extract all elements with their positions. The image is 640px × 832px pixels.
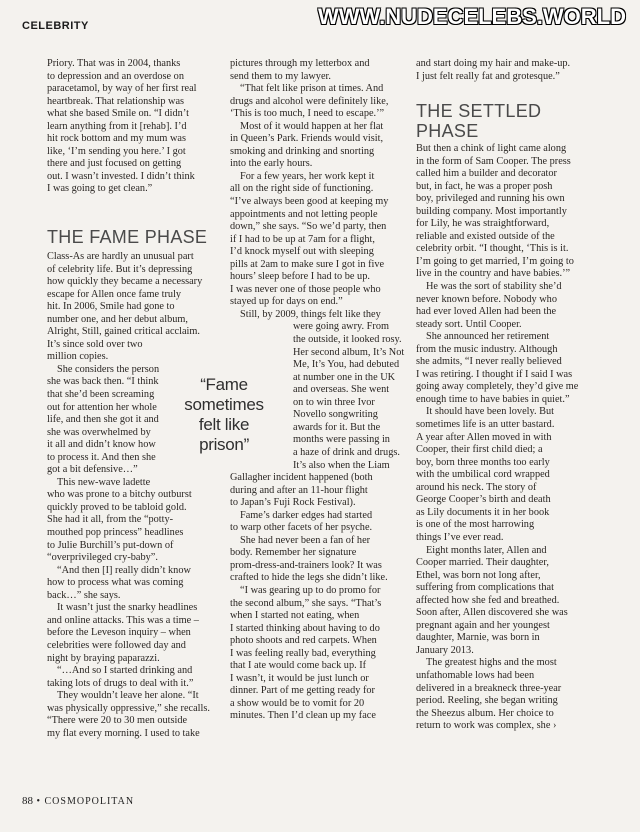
text-line: but, in fact, he was a proper posh xyxy=(416,180,553,192)
paragraph xyxy=(416,143,591,281)
text-line: as Lily documents it in her book xyxy=(416,506,550,518)
text-line: heartbreak. That relationship was xyxy=(47,95,185,107)
text-line: life, and then she got it and xyxy=(47,414,159,426)
text-line: there and just focused on getting xyxy=(47,158,182,170)
paragraph xyxy=(230,171,405,309)
text-line: delivered in a breakneck three-year xyxy=(416,682,562,694)
subheading-settled-phase xyxy=(416,101,586,141)
text-line: pills at 2am to make sure I got in five xyxy=(230,258,385,270)
text-line: awards for it. But the xyxy=(293,421,381,433)
text-line: boy, born three months too early xyxy=(416,456,550,468)
text-line: back…” she says. xyxy=(47,589,121,601)
article-column-3 xyxy=(416,58,586,83)
text-line: steady sort. Until Cooper. xyxy=(416,318,522,330)
paragraph xyxy=(416,545,591,658)
footer-separator: • xyxy=(36,796,42,807)
article-column-1-lower xyxy=(47,251,222,740)
text-line: “I was gearing up to do promo for xyxy=(240,584,381,596)
paragraph xyxy=(47,665,222,690)
text-line: I’m going to get married, I’m going to xyxy=(416,255,574,267)
text-line: I wasn’t, it would be just lunch or xyxy=(230,672,369,684)
paragraph xyxy=(47,251,222,364)
text-line: hours’ sleep before I had to be up. xyxy=(230,271,370,283)
text-line: body. Remember her signature xyxy=(230,547,357,559)
text-line: out. I wasn’t invested. I didn’t think xyxy=(47,170,195,182)
text-line: Alright, Still, gained critical acclaim. xyxy=(47,326,200,338)
paragraph xyxy=(230,58,405,83)
subheading-text: THE SETTLED PHASE xyxy=(416,101,542,141)
text-line: hit. In 2006, Smile had gone to xyxy=(47,301,175,313)
text-line: send them to my lawyer. xyxy=(230,70,331,82)
text-line: the outside, it looked rosy. xyxy=(293,334,402,346)
text-line: smoking and drinking and snorting xyxy=(230,145,375,157)
text-line: around his neck. The story of xyxy=(416,481,537,493)
text-line: “That felt like prison at times. And xyxy=(240,83,384,95)
text-line: to process it. And then she xyxy=(47,451,156,463)
text-line: celebrity orbit. “I thought, ‘This is it. xyxy=(416,243,569,255)
text-line: “…And so I started drinking and xyxy=(57,665,193,677)
paragraph xyxy=(416,281,591,331)
text-line: on to win three Ivor xyxy=(293,396,375,408)
text-line: unfathomable lows had been xyxy=(416,669,535,681)
paragraph xyxy=(230,121,405,171)
text-line: period. Reeling, she began writing xyxy=(416,695,558,707)
text-line: reliable and existed outside of the xyxy=(416,230,555,242)
paragraph xyxy=(47,565,222,603)
text-line: when I started not eating, when xyxy=(230,610,360,622)
text-line: ‘This is too much, I need to escape.’” xyxy=(230,108,385,120)
text-line: stayed up for days on end.” xyxy=(230,296,343,308)
text-line: was physically oppressive,” she recalls. xyxy=(47,702,210,714)
text-line: building company. Most importantly xyxy=(416,205,567,217)
text-line: had ever loved Allen had been the xyxy=(416,306,557,318)
text-line: she was back then. “I think xyxy=(47,376,159,388)
text-line: suffering from complications that xyxy=(416,582,554,594)
text-line: “I’ve always been good at keeping my xyxy=(230,196,389,208)
text-line: photo shoots and red carpets. When xyxy=(230,635,377,647)
text-line: I was going to get clean.” xyxy=(47,183,153,195)
text-line: A year after Allen moved in with xyxy=(416,431,552,443)
text-line: “There were 20 to 30 men outside xyxy=(47,715,188,727)
text-line: They wouldn’t leave her alone. “It xyxy=(57,690,199,702)
text-line: George Cooper’s birth and death xyxy=(416,494,551,506)
text-line: dinner. Part of me getting ready for xyxy=(230,685,375,697)
text-line: It’s since sold over two xyxy=(47,338,143,350)
text-line: I just felt really fat and grotesque.” xyxy=(416,70,560,82)
text-line: hit rock bottom and my mum was xyxy=(47,133,186,145)
text-line: prom-dress-and-trainers look? It was xyxy=(230,559,382,571)
text-line: if I had to be up at 7am for a flight, xyxy=(230,233,375,245)
text-line: Gallagher incident happened (both xyxy=(230,472,373,484)
text-line: Soon after, Allen discovered she was xyxy=(416,607,568,619)
text-line: celebrities were followed day and xyxy=(47,639,186,651)
page-footer xyxy=(22,795,134,807)
text-line: mouthed pop princess” headlines xyxy=(47,527,184,539)
section-label: CELEBRITY xyxy=(22,20,89,32)
text-line: to Japan’s Fuji Rock Festival). xyxy=(230,497,356,509)
text-line: Novello songwriting xyxy=(293,409,378,421)
text-line: drugs and alcohol were definitely like, xyxy=(230,95,389,107)
text-line: out for attention her whole xyxy=(47,401,157,413)
text-line: during and after an 11-hour flight xyxy=(230,484,368,496)
text-line: She considers the person xyxy=(57,363,160,375)
text-line: that she’d been screaming xyxy=(47,389,155,401)
text-line: who was prone to a bitchy outburst xyxy=(47,489,192,501)
text-line: affected how she fed and breathed. xyxy=(416,594,560,606)
text-line: like, ‘I’m sending you here.’ I got xyxy=(47,145,186,157)
text-line: The greatest highs and the most xyxy=(426,657,557,669)
watermark: WWW.NUDECELEBS.WORLD xyxy=(318,4,626,29)
paragraph xyxy=(416,58,586,83)
text-line: to depression and an overdose on xyxy=(47,70,184,82)
text-line: paracetamol, by way of her first real xyxy=(47,83,197,95)
text-line: a show would be to vomit for 20 xyxy=(230,697,365,709)
text-line: that I ate would come back up. If xyxy=(230,660,367,672)
paragraph xyxy=(416,657,591,732)
article-column-2 xyxy=(230,58,405,723)
text-line: for Lily, he was straightforward, xyxy=(416,218,550,230)
text-line: enough time to have babies in quiet.” xyxy=(416,393,570,405)
text-line: Me, It’s You, had debuted xyxy=(293,359,400,371)
subheading-fame-phase: THE FAME PHASE xyxy=(47,227,208,247)
text-line: But then a chink of light came along xyxy=(416,143,567,154)
text-line: Fame’s darker edges had started xyxy=(240,509,373,521)
magazine-name: COSMOPOLITAN xyxy=(44,796,135,807)
paragraph xyxy=(230,535,405,585)
text-line: live in the country and have babies.’” xyxy=(416,268,571,280)
text-line: and online attacks. This was a time – xyxy=(47,614,199,626)
text-line: of celebrity life. But it’s depressing xyxy=(47,263,193,275)
text-line: escape for Allen once fame truly xyxy=(47,288,182,300)
text-line: pictures through my letterbox and xyxy=(230,58,370,69)
text-line: sometimes life is an utter bastard. xyxy=(416,419,555,431)
text-line: Priory. That was in 2004, thanks xyxy=(47,58,181,69)
text-line: and overseas. She went xyxy=(293,384,390,396)
text-line: and start doing my hair and make-up. xyxy=(416,58,571,69)
text-line: night by braying paparazzi. xyxy=(47,652,160,664)
text-line: daughter, Marnie, was born in xyxy=(416,632,540,644)
text-line: called him a builder and decorator xyxy=(416,168,557,180)
text-line: how quickly they became a necessary xyxy=(47,276,203,288)
text-line: she was overwhelmed by xyxy=(47,426,151,438)
text-line: at number one in the UK xyxy=(293,371,396,383)
paragraph xyxy=(230,83,405,121)
text-line: Most of it would happen at her flat xyxy=(240,120,384,132)
text-line: going away completely, they’d give me xyxy=(416,381,579,393)
text-line: into the early hours. xyxy=(230,158,313,170)
text-line: crafted to hide the legs she didn’t like. xyxy=(230,572,388,584)
pull-quote: “Fame sometimes felt like prison” xyxy=(184,375,264,454)
paragraph xyxy=(416,331,591,406)
paragraph xyxy=(230,510,405,535)
text-line: to Julie Burchill’s put-down of xyxy=(47,539,174,551)
text-line: taking lots of drugs to deal with it.” xyxy=(47,677,194,689)
text-line: were going awry. From xyxy=(293,321,389,333)
text-line: quickly proved to be tabloid gold. xyxy=(47,501,187,513)
text-line: Her second album, It’s Not xyxy=(293,346,405,358)
text-line: Eight months later, Allen and xyxy=(426,544,547,556)
text-line: boy, privileged and running his own xyxy=(416,193,565,205)
text-line: in the form of Sam Cooper. The press xyxy=(416,155,571,167)
text-line: learn anything from it [rehab]. I’d xyxy=(47,120,187,132)
text-line: “overprivileged cry-baby”. xyxy=(47,552,158,564)
text-line: return to work was complex, she › xyxy=(416,720,557,732)
text-line: to warp other facets of her psyche. xyxy=(230,522,373,534)
text-line: pregnant again and her youngest xyxy=(416,619,550,631)
text-line: months were passing in xyxy=(293,434,390,446)
paragraph xyxy=(416,406,591,544)
text-line: January 2013. xyxy=(416,644,474,656)
paragraph xyxy=(47,477,222,565)
text-line: the Sheezus album. Her choice to xyxy=(416,707,554,719)
text-line: She had it all, from the “potty- xyxy=(47,514,174,526)
text-line: She announced her retirement xyxy=(426,331,550,343)
text-line: I was never one of those people who xyxy=(230,283,381,295)
paragraph xyxy=(230,309,405,510)
text-line: with the umbilical cord wrapped xyxy=(416,469,550,481)
text-line: what she based Smile on. “I didn’t xyxy=(47,108,189,120)
text-line: I was retiring. I thought if I said I was xyxy=(416,368,573,380)
text-line: “And then [I] really didn’t know xyxy=(57,564,191,576)
text-line: all on the right side of functioning. xyxy=(230,183,374,195)
text-line: Cooper, their first child died; a xyxy=(416,444,543,456)
text-line: Cooper married. Their daughter, xyxy=(416,557,549,569)
text-line: I’d knock myself out with sleeping xyxy=(230,246,374,258)
text-line: appointments and not letting people xyxy=(230,208,378,220)
text-line: got a bit defensive…” xyxy=(47,464,138,476)
text-line: she admits, “I never really believed xyxy=(416,356,562,368)
text-line: I was feeling really bad, everything xyxy=(230,647,376,659)
text-line: my flat every morning. I used to take xyxy=(47,727,200,739)
text-line: Ethel, was born not long after, xyxy=(416,569,541,581)
text-line: It’s also when the Liam xyxy=(293,459,390,471)
text-line: from the music industry. Although xyxy=(416,343,558,355)
text-line: It should have been lovely. But xyxy=(426,406,555,418)
paragraph xyxy=(47,690,222,740)
text-line: He was the sort of stability she’d xyxy=(426,281,562,293)
text-line: in Queen’s Park. Friends would visit, xyxy=(230,133,384,145)
text-line: how to process what was coming xyxy=(47,577,184,589)
text-line: minutes. Then I’d clean up my face xyxy=(230,710,376,722)
text-line: number one, and her debut album, xyxy=(47,313,188,325)
page-number: 88 xyxy=(22,795,33,807)
text-line: is one of the most harrowing xyxy=(416,519,535,531)
article-column-3-lower xyxy=(416,143,591,733)
text-line: the second album,” she says. “That’s xyxy=(230,597,382,609)
text-line: before the Leveson inquiry – when xyxy=(47,627,191,639)
text-line: I started thinking about having to do xyxy=(230,622,380,634)
text-line: Class-As are hardly an unusual part xyxy=(47,251,194,262)
text-line: never known before. Nobody who xyxy=(416,293,557,305)
text-line: down,” she says. “So we’d party, then xyxy=(230,221,387,233)
text-line: She had never been a fan of her xyxy=(240,534,371,546)
paragraph xyxy=(47,58,217,196)
text-line: It wasn’t just the snarky headlines xyxy=(57,602,198,614)
text-line: For a few years, her work kept it xyxy=(240,170,375,182)
text-line: Still, by 2009, things felt like they xyxy=(240,308,381,320)
text-line: it all and didn’t know how xyxy=(47,439,156,451)
article-column-1 xyxy=(47,58,217,196)
text-line: This new-wave ladette xyxy=(57,476,151,488)
text-line: things I’ve ever read. xyxy=(416,531,504,543)
text-line: a haze of drink and drugs. xyxy=(293,446,400,458)
paragraph xyxy=(47,602,222,665)
text-line: million copies. xyxy=(47,351,109,363)
paragraph xyxy=(230,585,405,723)
